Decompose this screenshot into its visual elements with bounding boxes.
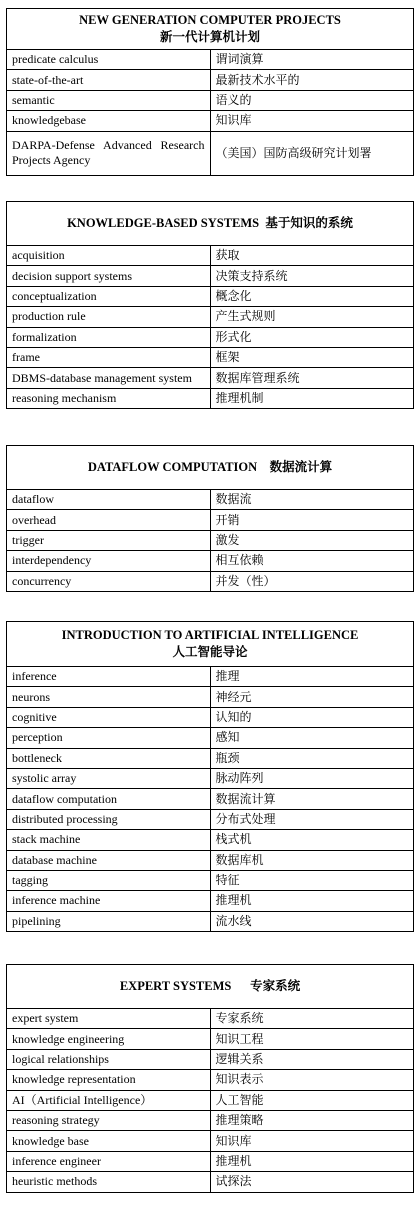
table-title-separator <box>257 460 270 474</box>
table-row <box>7 911 414 931</box>
glossary-table-introduction-to-ai <box>6 621 414 932</box>
term-zh: 脉动阵列 <box>210 768 414 788</box>
table-title-row <box>7 9 414 50</box>
term-en: neurons <box>7 687 211 707</box>
term-en: systolic array <box>7 768 211 788</box>
term-en: database machine <box>7 850 211 870</box>
table-row <box>7 891 414 911</box>
table-row <box>7 327 414 347</box>
term-en: decision support systems <box>7 266 211 286</box>
table-title-row <box>7 202 414 246</box>
term-zh: 知识表示 <box>210 1070 414 1090</box>
term-zh: 推理机 <box>210 1151 414 1171</box>
term-zh: 并发（性） <box>210 571 414 591</box>
term-en: inference machine <box>7 891 211 911</box>
term-zh: 知识库 <box>210 1131 414 1151</box>
table-title-zh: 新一代计算机计划 <box>159 30 260 44</box>
term-en: AI（Artificial Intelligence） <box>7 1090 211 1110</box>
table-row <box>7 830 414 850</box>
term-zh: 数据流计算 <box>210 789 414 809</box>
table-title-zh: 基于知识的系统 <box>265 216 353 230</box>
table-title-en: NEW GENERATION COMPUTER PROJECTS <box>79 13 341 27</box>
term-en: DBMS-database management system <box>7 368 211 388</box>
table-title <box>7 965 414 1009</box>
term-en: inference engineer <box>7 1151 211 1171</box>
term-zh: 最新技术水平的 <box>210 70 414 90</box>
term-en: predicate calculus <box>7 50 211 70</box>
table-title-row <box>7 965 414 1009</box>
table-row <box>7 246 414 266</box>
table-title <box>7 202 414 246</box>
term-zh: 知识工程 <box>210 1029 414 1049</box>
table-row <box>7 571 414 591</box>
term-zh: 人工智能 <box>210 1090 414 1110</box>
term-en: stack machine <box>7 830 211 850</box>
term-en: semantic <box>7 90 211 110</box>
table-title-en: INTRODUCTION TO ARTIFICIAL INTELLIGENCE <box>61 628 359 642</box>
term-en: heuristic methods <box>7 1172 211 1192</box>
term-zh: 试探法 <box>210 1172 414 1192</box>
term-zh: 瓶颈 <box>210 748 414 768</box>
term-en: tagging <box>7 870 211 890</box>
table-row <box>7 551 414 571</box>
table-row <box>7 768 414 788</box>
table-row <box>7 1151 414 1171</box>
term-zh: 特征 <box>210 870 414 890</box>
term-zh: 流水线 <box>210 911 414 931</box>
term-en: expert system <box>7 1009 211 1029</box>
term-zh: 数据库机 <box>210 850 414 870</box>
table-row <box>7 707 414 727</box>
table-row <box>7 667 414 687</box>
term-en: logical relationships <box>7 1049 211 1069</box>
term-en: inference <box>7 667 211 687</box>
table-title-zh: 人工智能导论 <box>172 645 248 659</box>
table-row <box>7 368 414 388</box>
term-zh: 产生式规则 <box>210 307 414 327</box>
table-title-zh: 专家系统 <box>250 979 301 993</box>
term-en: acquisition <box>7 246 211 266</box>
table-row <box>7 850 414 870</box>
term-en: bottleneck <box>7 748 211 768</box>
term-en: production rule <box>7 307 211 327</box>
table-row <box>7 1009 414 1029</box>
term-zh: 激发 <box>210 530 414 550</box>
table-row <box>7 1029 414 1049</box>
table-row <box>7 388 414 408</box>
table-row <box>7 1090 414 1110</box>
term-zh: 语义的 <box>210 90 414 110</box>
table-row <box>7 70 414 90</box>
table-row <box>7 111 414 131</box>
table-row <box>7 748 414 768</box>
table-title <box>7 9 414 50</box>
table-title-row <box>7 622 414 667</box>
term-en: frame <box>7 347 211 367</box>
term-zh: 逻辑关系 <box>210 1049 414 1069</box>
term-zh: 推理机 <box>210 891 414 911</box>
term-en: perception <box>7 728 211 748</box>
term-en: state-of-the-art <box>7 70 211 90</box>
glossary-table-new-generation-computer-projects <box>6 8 414 176</box>
term-zh: 推理策略 <box>210 1110 414 1130</box>
table-title <box>7 622 414 667</box>
term-en: distributed processing <box>7 809 211 829</box>
term-zh: 推理机制 <box>210 388 414 408</box>
term-en: knowledge representation <box>7 1070 211 1090</box>
term-zh: 栈式机 <box>210 830 414 850</box>
table-title-en: EXPERT SYSTEMS <box>119 979 232 993</box>
table-row <box>7 1110 414 1130</box>
term-en: formalization <box>7 327 211 347</box>
term-en: reasoning strategy <box>7 1110 211 1130</box>
term-zh: 获取 <box>210 246 414 266</box>
term-en: trigger <box>7 530 211 550</box>
table-title <box>7 446 414 490</box>
table-row <box>7 90 414 110</box>
term-en: reasoning mechanism <box>7 388 211 408</box>
term-zh: 数据库管理系统 <box>210 368 414 388</box>
term-en: overhead <box>7 510 211 530</box>
term-en: knowledge base <box>7 1131 211 1151</box>
table-row <box>7 1070 414 1090</box>
term-zh: 决策支持系统 <box>210 266 414 286</box>
term-zh: 数据流 <box>210 490 414 510</box>
term-en: conceptualization <box>7 286 211 306</box>
table-row <box>7 266 414 286</box>
table-title-en: KNOWLEDGE-BASED SYSTEMS <box>67 216 260 230</box>
term-zh: 开销 <box>210 510 414 530</box>
table-row <box>7 728 414 748</box>
table-row <box>7 307 414 327</box>
term-en: dataflow computation <box>7 789 211 809</box>
term-en: pipelining <box>7 911 211 931</box>
table-row <box>7 530 414 550</box>
table-row <box>7 50 414 70</box>
term-zh: 形式化 <box>210 327 414 347</box>
table-title-zh: 数据流计算 <box>269 460 333 474</box>
table-row <box>7 1131 414 1151</box>
term-en: DARPA-Defense Advanced Research Projects Agency <box>7 131 211 175</box>
term-zh: 专家系统 <box>210 1009 414 1029</box>
table-row <box>7 1172 414 1192</box>
table-title-row <box>7 446 414 490</box>
glossary-table-knowledge-based-systems <box>6 201 414 409</box>
table-row <box>7 286 414 306</box>
term-zh: 分布式处理 <box>210 809 414 829</box>
term-zh: （美国）国防高级研究计划署 <box>210 131 414 175</box>
term-zh: 认知的 <box>210 707 414 727</box>
term-zh: 框架 <box>210 347 414 367</box>
table-row <box>7 870 414 890</box>
term-en: interdependency <box>7 551 211 571</box>
term-en: concurrency <box>7 571 211 591</box>
table-row <box>7 809 414 829</box>
table-row <box>7 1049 414 1069</box>
term-zh: 神经元 <box>210 687 414 707</box>
term-zh: 概念化 <box>210 286 414 306</box>
term-en: cognitive <box>7 707 211 727</box>
term-en: knowledgebase <box>7 111 211 131</box>
table-row <box>7 789 414 809</box>
table-title-separator <box>231 979 250 993</box>
term-en: knowledge engineering <box>7 1029 211 1049</box>
term-zh: 知识库 <box>210 111 414 131</box>
table-row <box>7 131 414 175</box>
glossary-table-dataflow-computation <box>6 445 414 592</box>
table-row <box>7 510 414 530</box>
term-zh: 相互依赖 <box>210 551 414 571</box>
term-zh: 谓词演算 <box>210 50 414 70</box>
table-row <box>7 347 414 367</box>
table-row <box>7 490 414 510</box>
table-row <box>7 687 414 707</box>
term-zh: 感知 <box>210 728 414 748</box>
term-en: dataflow <box>7 490 211 510</box>
term-zh: 推理 <box>210 667 414 687</box>
glossary-table-expert-systems <box>6 964 414 1193</box>
table-title-en: DATAFLOW COMPUTATION <box>87 460 258 474</box>
